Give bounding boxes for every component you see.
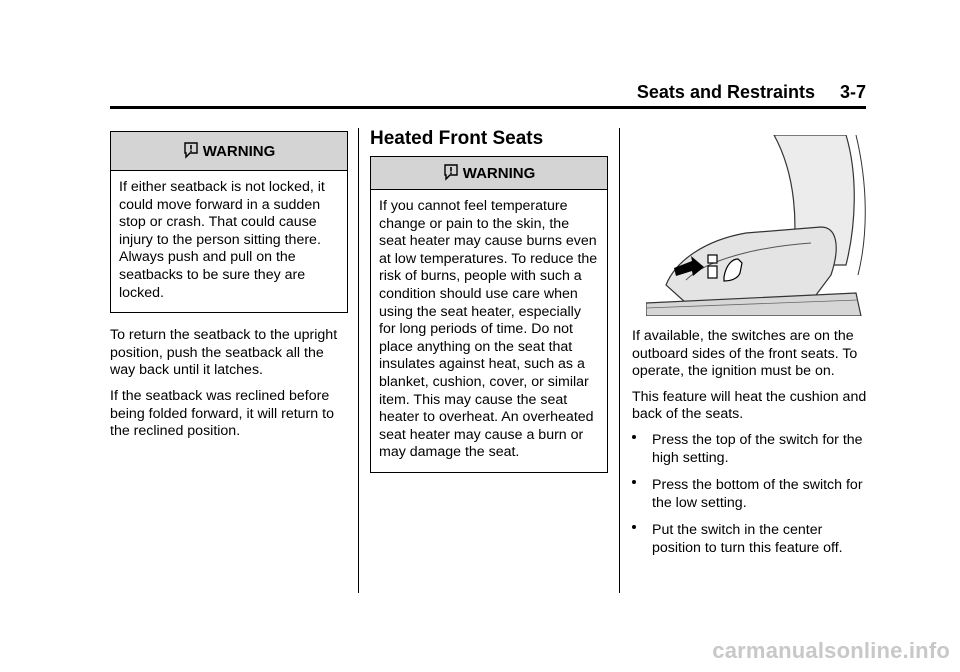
warning-label: WARNING: [202, 142, 276, 160]
page-header: [110, 80, 866, 109]
switch-settings-list: [632, 432, 870, 558]
paragraph-seatback-reclined: If the seatback was reclined before being folded forward, it will return to the reclined position.: [110, 387, 334, 440]
warning-text: If either seatback is not locked, it could move forward in a sudden stop or crash. That could cause injury to the person sitting there. Always push and pull on the seatbacks to be sure they are locked.: [119, 179, 325, 301]
middle-column: [370, 128, 608, 473]
right-column: [632, 128, 870, 568]
watermark: carmanualsonline.info: [712, 638, 950, 663]
warning-label: WARNING: [462, 164, 536, 182]
paragraph-switch-location: If available, the switches are on the outboard sides of the front seats. To operate, the ignition must be on.: [632, 328, 858, 380]
warning-icon: [443, 164, 459, 182]
left-column: [110, 128, 348, 449]
paragraph-seatback-upright: To return the seatback to the upright position, push the seatback all the way back until it latches.: [110, 327, 338, 379]
column-divider-2: [619, 128, 620, 593]
list-item: Put the switch in the center position to turn this feature off.: [632, 522, 870, 557]
warning-icon: [183, 142, 199, 160]
list-item: Press the bottom of the switch for the low setting.: [632, 477, 870, 512]
seat-switch-illustration: [646, 135, 868, 316]
bullet-icon: [632, 435, 636, 439]
bullet-icon: [632, 525, 636, 529]
warning-header: [111, 132, 347, 171]
heater-warning-box: [370, 156, 608, 473]
warning-text: If you cannot feel temperature change or pain to the skin, the seat heater may cause burns even at low temperatures. To reduce the risk of burns, people with such a condition should use care when using the seat heater, especially for long periods of time. Do not place anything on the seat that insulates against heat, such as a blanket, cushion, cover, or similar item. This may cause the seat heater to overheat. An overheated seat heater may cause a burn or may damage the seat.: [379, 198, 598, 461]
seatback-warning-box: [110, 131, 348, 313]
page-title: Seats and Restraints 3-7: [636, 82, 866, 102]
bullet-icon: [632, 480, 636, 484]
list-item: Press the top of the switch for the high setting.: [632, 432, 870, 467]
warning-header: [371, 157, 607, 190]
paragraph-feature-description: This feature will heat the cushion and back of the seats.: [632, 388, 867, 423]
section-heading: Heated Front Seats: [370, 128, 544, 149]
column-divider-1: [358, 128, 359, 593]
